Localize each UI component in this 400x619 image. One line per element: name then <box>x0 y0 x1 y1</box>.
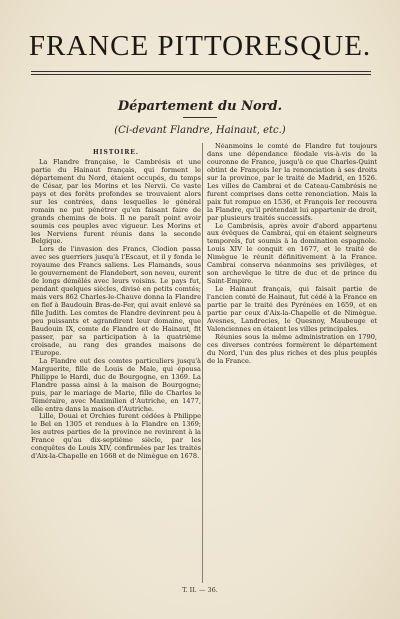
former-name-subtitle: (Ci-devant Flandre, Hainaut, etc.) <box>114 125 286 136</box>
right-paragraph: Néanmoins le comté de Flandre fut toujours dans une dépendance féodale vis-à-vis de la couronne de France, jusqu'à ce que Charles-Quint obtint de François Ier la renonciation à ses droits sur la province, par le traité de Madrid, en 1526. Les villes de Cambrai et de Cateau-Cambrésis ne furent comprises dans cette renonciation. Mais la paix fut rompue en 1536, et François Ier recouvra la Flandre, qu'il prétendait lui appartenir de droit, par plusieurs traités successifs. <box>207 143 377 222</box>
left-paragraph: Lille, Douai et Orchies furent cédées à Philippe le Bel en 1305 et rendues à la Flandre en 1369; les autres parties de la province ne revinrent à la France qu'au dix-septième siècle, par les conquêtes de Louis XIV, confirmées par les traités d'Aix-la-Chapelle en 1668 et de Nimègue en 1678. <box>31 412 201 461</box>
right-paragraph: Le Cambrésis, après avoir d'abord appartenu aux évêques de Cambrai, qui en étaient seigneurs temporels, fut soumis à la domination espagnole. Louis XIV le conquit en 1677, et le traité de Nimègue le réunit définitivement à la France. Cambrai conserva néanmoins ses privilèges, et son archevêque le titre de duc et de prince du Saint-Empire. <box>207 221 377 286</box>
page-title: FRANCE PITTORESQUE. <box>28 30 372 62</box>
title-rule-top <box>31 71 371 72</box>
right-paragraph: Réunies sous la même administration en 1790, ces diverses contrées formèrent le département du Nord, l'un des plus riches et des plus peuplés de la France. <box>207 332 377 365</box>
right-column <box>207 143 377 583</box>
page-footer: T. II. — 36. <box>182 586 218 594</box>
department-rule <box>183 117 217 118</box>
left-paragraph: Lors de l'invasion des Francs, Clodion passa avec ses guerriers jusqu'à l'Escaut, et il y fonda le royaume des Francs saliens. Les Flamands, sous le gouvernement de Flandebert, son neveu, eurent de longs démêlés avec leurs voisins. Le pays fut, pendant quelques siècles, divisé en petits comtés; mais vers 862 Charles-le-Chauve donna la Flandre en fief à Baudouin Bras-de-Fer, qui avait enlevé sa fille Judith. Les comtes de Flandre devinrent peu à peu puissants et agrandirent leur domaine, que Baudouin IX, comte de Flandre et de Hainaut, fit passer, par sa participation à la quatrième croisade, au rang des grandes maisons de l'Europe. <box>31 245 201 357</box>
left-column <box>31 149 201 579</box>
left-paragraph: La Flandre française, le Cambrésis et une partie du Hainaut français, qui forment le département du Nord, étaient occupés, du temps de César, par les Morins et les Nervii. Ce vaste pays et des forêts profondes se trouvaient alors sur les contrées, dans lesquelles le général romain ne put pénétrer qu'en faisant faire de grands chemins de bois. Il ne paraît point avoir soumis ces peuples avec vigueur. Les Morins et les Nerviens furent réunis dans la seconde Belgique. <box>31 157 201 246</box>
right-paragraph: Le Hainaut français, qui faisait partie de l'ancien comté de Hainaut, fut cédé à la France en partie par le traité des Pyrénées en 1659, et en partie par ceux d'Aix-la-Chapelle et de Nimègue. Avesnes, Landrecies, le Quesnoy, Maubeuge et Valenciennes en étaient les villes principales. <box>207 285 377 333</box>
section-heading-histoire: HISTOIRE. <box>93 149 139 156</box>
column-divider <box>202 143 203 583</box>
department-heading: Département du Nord. <box>117 99 283 114</box>
left-paragraph: La Flandre eut des comtes particuliers jusqu'à Marguerite, fille de Louis de Male, qui épousa Philippe le Hardi, duc de Bourgogne, en 1369. La Flandre passa ainsi à la maison de Bourgogne; puis, par le mariage de Marie, fille de Charles le Téméraire, avec Maximilien d'Autriche, en 1477, elle entra dans la maison d'Autriche. <box>31 356 201 413</box>
title-rule-bottom <box>31 74 371 75</box>
